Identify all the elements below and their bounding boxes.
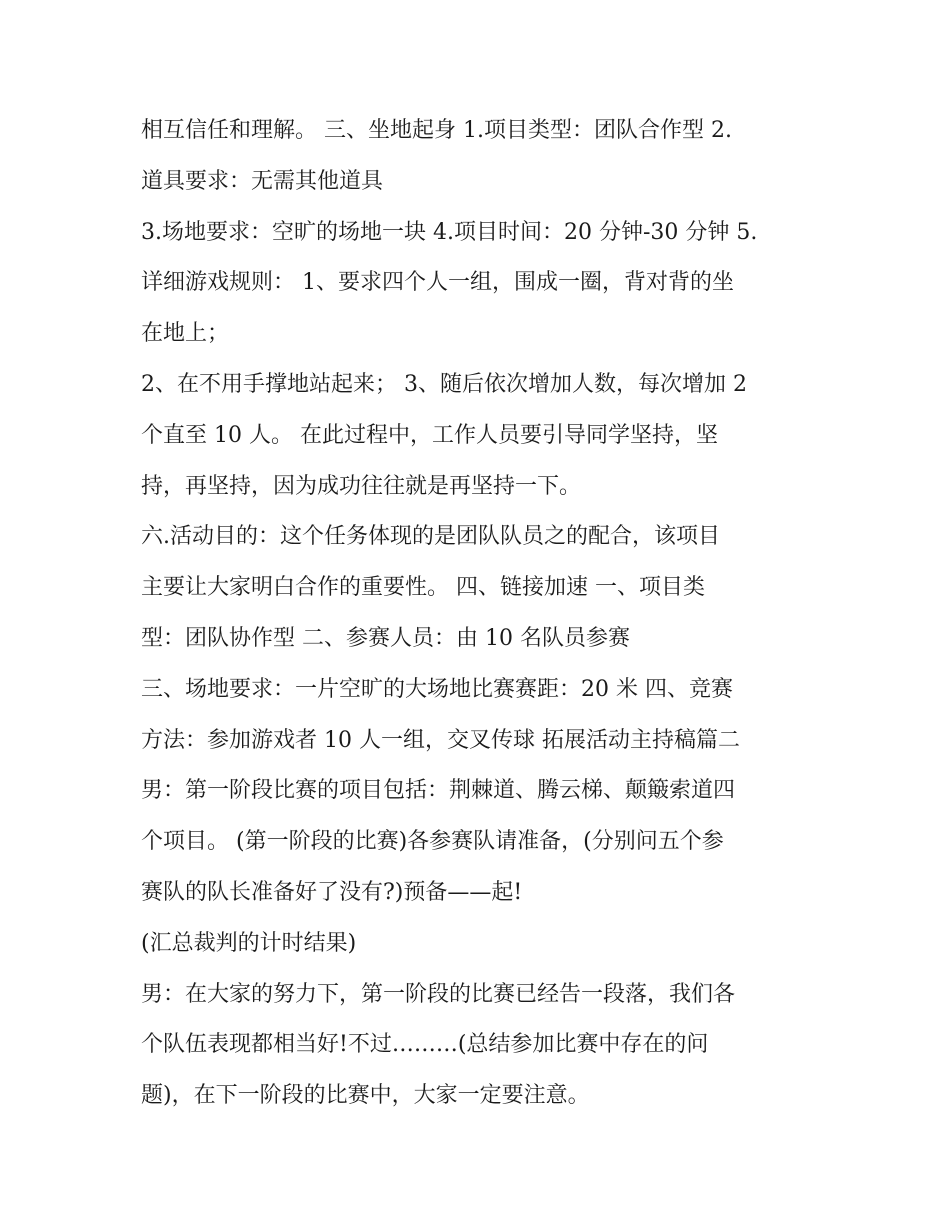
- text-line: 个队伍表现都相当好!不过………(总结参加比赛中存在的问: [141, 1032, 709, 1058]
- text-line: 男：第一阶段比赛的项目包括：荆棘道、腾云梯、颠簸索道四: [141, 778, 736, 804]
- text-line: 三、场地要求：一片空旷的大场地比赛赛距：20 米 四、竞赛: [141, 676, 733, 702]
- text-line: 主要让大家明白合作的重要性。 四、链接加速 一、项目类: [141, 575, 705, 601]
- text-line: 六.活动目的：这个任务体现的是团队队员之的配合，该项目: [141, 524, 720, 550]
- text-line: 题)，在下一阶段的比赛中，大家一定要注意。: [141, 1083, 590, 1109]
- text-line: 持，再坚持，因为成功往往就是再坚持一下。: [141, 473, 582, 499]
- document-body: [141, 106, 831, 1122]
- text-line: 道具要求：无需其他道具: [141, 168, 384, 194]
- text-line: 3.场地要求：空旷的场地一块 4.项目时间：20 分钟-30 分钟 5.: [141, 219, 758, 245]
- text-line: 相互信任和理解。 三、坐地起身 1.项目类型：团队合作型 2.: [141, 118, 732, 143]
- text-line: 方法：参加游戏者 10 人一组，交叉传球 拓展活动主持稿篇二: [141, 727, 740, 753]
- text-line: 详细游戏规则： 1、要求四个人一组，围成一圈，背对背的坐: [141, 270, 734, 296]
- text-line: 男：在大家的努力下，第一阶段的比赛已经告一段落，我们各: [141, 981, 736, 1007]
- text-line: 型：团队协作型 二、参赛人员：由 10 名队员参赛: [141, 625, 630, 651]
- text-line: 个直至 10 人。 在此过程中，工作人员要引导同学坚持，坚: [141, 422, 718, 448]
- text-line: 个项目。 (第一阶段的比赛)各参赛队请准备，(分别问五个参: [141, 829, 724, 855]
- text-line: (汇总裁判的计时结果): [141, 930, 357, 956]
- text-line: 赛队的队长准备好了没有?)预备——起!: [141, 879, 523, 905]
- text-line: 2、在不用手撑地站起来； 3、随后依次增加人数，每次增加 2: [141, 371, 747, 397]
- text-line: 在地上；: [141, 321, 230, 347]
